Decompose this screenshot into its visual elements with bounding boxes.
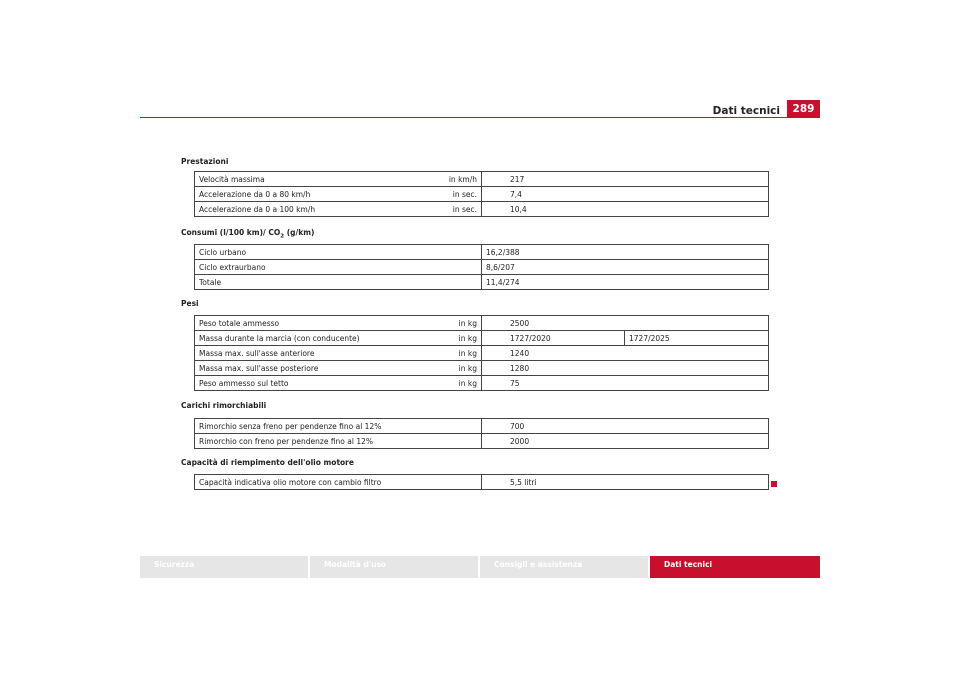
row-unit: in kg	[395, 376, 482, 391]
row-unit: in kg	[395, 361, 482, 376]
row-value: 2000	[482, 434, 769, 449]
footer-tab-consigli-assistenza[interactable]	[480, 556, 648, 578]
table-carichi	[194, 418, 769, 449]
row-value: 75	[482, 376, 769, 391]
row-label: Massa max. sull'asse anteriore	[195, 346, 395, 361]
row-value: 5,5 litri	[482, 475, 769, 490]
row-unit: in sec.	[395, 187, 482, 202]
section-title-consumi	[181, 228, 314, 240]
page-number: 289	[787, 100, 820, 118]
row-value: 1280	[482, 361, 769, 376]
table-pesi	[194, 315, 769, 391]
footer-tab-dati-tecnici[interactable]	[650, 556, 820, 578]
section-title-prestazioni: Prestazioni	[181, 157, 229, 166]
row-unit: in kg	[395, 316, 482, 331]
footer-tab-label: Consigli e assistenza	[494, 560, 583, 569]
section-title-olio: Capacità di riempimento dell'olio motore	[181, 458, 354, 467]
row-value: 1727/2020	[482, 331, 625, 346]
row-label: Accelerazione da 0 a 80 km/h	[195, 187, 395, 202]
table-row	[195, 260, 769, 275]
row-label: Peso totale ammesso	[195, 316, 395, 331]
table-row	[195, 361, 769, 376]
row-label: Capacità indicativa olio motore con cambio filtro	[195, 475, 482, 490]
table-row	[195, 376, 769, 391]
page-header-title: Dati tecnici	[712, 105, 780, 117]
row-label: Massa durante la marcia (con conducente)	[195, 331, 395, 346]
table-row	[195, 245, 769, 260]
row-value: 11,4/274	[482, 275, 769, 290]
row-value: 700	[482, 419, 769, 434]
row-value: 1240	[482, 346, 769, 361]
row-label: Ciclo extraurbano	[195, 260, 482, 275]
table-row	[195, 202, 769, 217]
row-value: 2500	[482, 316, 769, 331]
row-label: Peso ammesso sul tetto	[195, 376, 395, 391]
row-label: Rimorchio senza freno per pendenze fino al 12%	[195, 419, 482, 434]
row-value: 16,2/388	[482, 245, 769, 260]
footer-tab-sicurezza[interactable]	[140, 556, 308, 578]
table-row	[195, 275, 769, 290]
row-unit: in kg	[395, 331, 482, 346]
section-end-marker	[771, 481, 777, 487]
table-olio	[194, 474, 769, 490]
footer-tab-label: Sicurezza	[154, 560, 195, 569]
row-unit: in sec.	[395, 202, 482, 217]
row-value: 8,6/207	[482, 260, 769, 275]
row-value: 217	[482, 172, 769, 187]
table-row	[195, 316, 769, 331]
table-row	[195, 475, 769, 490]
header-rule	[140, 117, 820, 118]
table-row	[195, 331, 769, 346]
row-unit: in km/h	[395, 172, 482, 187]
row-label: Massa max. sull'asse posteriore	[195, 361, 395, 376]
row-value: 7,4	[482, 187, 769, 202]
table-row	[195, 346, 769, 361]
consumi-title-subscript: 2	[280, 233, 285, 240]
row-label: Totale	[195, 275, 482, 290]
row-label: Ciclo urbano	[195, 245, 482, 260]
consumi-title-main: Consumi (l/100 km)/ CO	[181, 228, 281, 237]
row-unit: in kg	[395, 346, 482, 361]
row-value: 10,4	[482, 202, 769, 217]
consumi-title-tail: (g/km)	[284, 228, 315, 237]
row-label: Accelerazione da 0 a 100 km/h	[195, 202, 395, 217]
row-label: Rimorchio con freno per pendenze fino al 12%	[195, 434, 482, 449]
table-consumi	[194, 244, 769, 290]
row-label: Velocità massima	[195, 172, 395, 187]
row-value-alt: 1727/2025	[625, 331, 769, 346]
footer-tab-label: Dati tecnici	[664, 560, 713, 569]
footer-tab-label: Modalità d'uso	[324, 560, 387, 569]
footer-tab-modalita-uso[interactable]	[310, 556, 478, 578]
section-title-pesi: Pesi	[181, 299, 199, 308]
table-row	[195, 187, 769, 202]
table-prestazioni	[194, 171, 769, 217]
table-row	[195, 434, 769, 449]
table-row	[195, 419, 769, 434]
table-row	[195, 172, 769, 187]
section-title-carichi: Carichi rimorchiabili	[181, 401, 267, 410]
